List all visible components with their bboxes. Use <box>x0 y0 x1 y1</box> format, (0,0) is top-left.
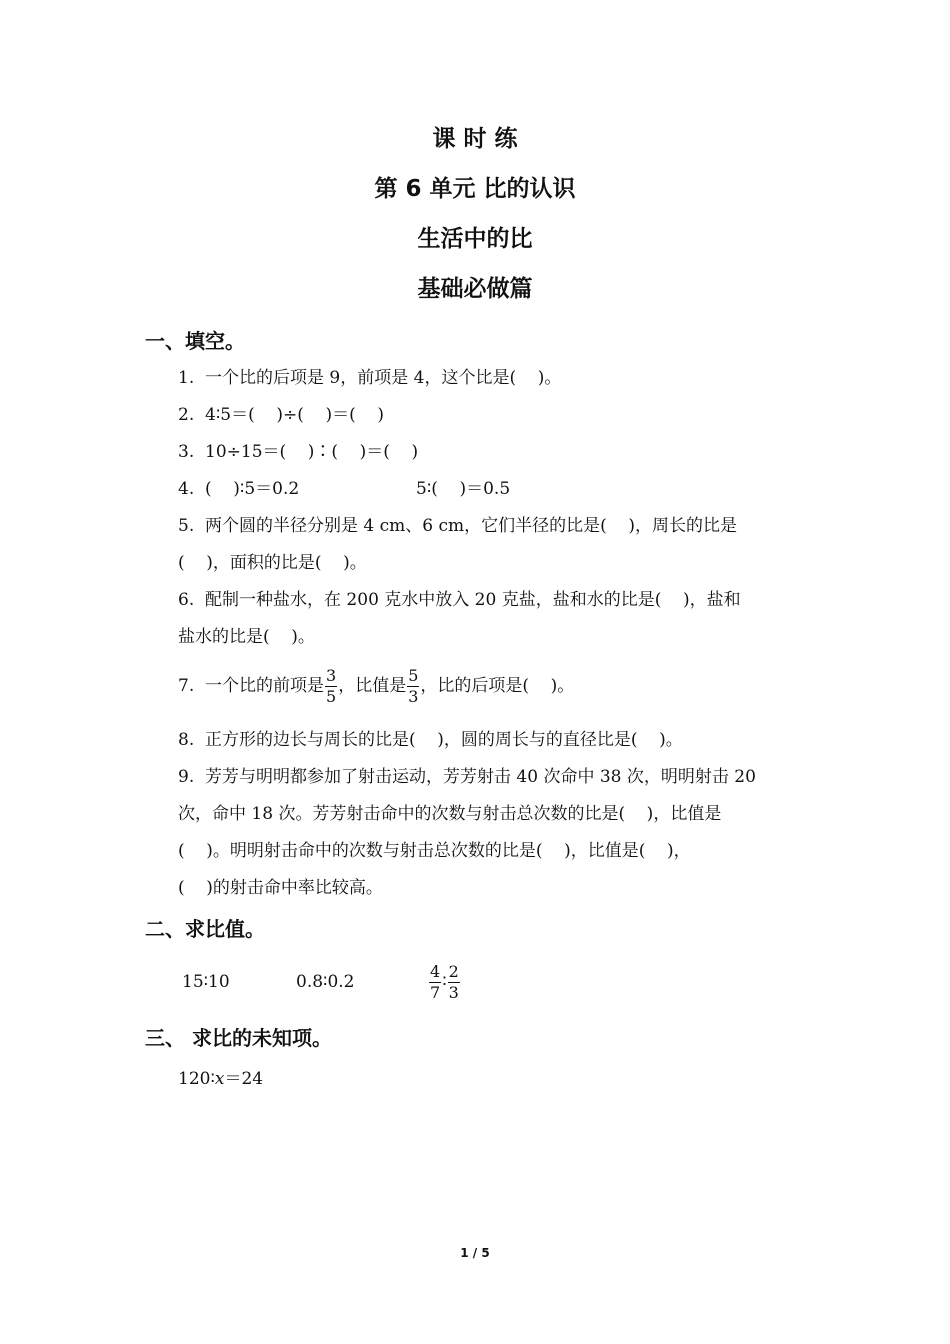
question-9-line-1: 9. 芳芳与明明都参加了射击运动，芳芳射击 40 次命中 38 次，明明射击 20 <box>178 767 756 787</box>
fraction-five-thirds <box>407 666 419 707</box>
question-9-line-3: ( )。明明射击命中的次数与射击总次数的比是( )，比值是( )， <box>178 841 691 861</box>
question-5-line-2: ( )，面积的比是( )。 <box>178 553 367 573</box>
section-2-heading: 二、求比值。 <box>145 917 265 941</box>
fraction-two-thirds <box>448 962 460 1003</box>
question-6-line-2: 盐水的比是( )。 <box>178 627 315 647</box>
question-8: 8. 正方形的边长与周长的比是( )，圆的周长与的直径比是( )。 <box>178 730 683 750</box>
fraction-denominator: 3 <box>448 983 459 1002</box>
fraction-denominator: 7 <box>430 983 441 1002</box>
fraction-numerator: 2 <box>448 962 459 981</box>
fraction-numerator: 5 <box>408 666 419 685</box>
ratio-expression-2: 0.8∶0.2 <box>296 972 355 992</box>
question-7-prefix: 7. 一个比的前项是 <box>178 676 325 696</box>
section-3-heading: 三、 求比的未知项。 <box>145 1026 332 1050</box>
section-1-heading: 一、填空。 <box>145 329 245 353</box>
ratio-colon: ∶ <box>442 972 447 992</box>
unknown-term-equation <box>178 1067 263 1091</box>
ratio-expression-1: 15∶10 <box>182 972 230 992</box>
unit-title: 第 6 单元 比的认识 <box>374 176 576 202</box>
fraction-numerator: 3 <box>326 666 337 685</box>
question-4-part-a: 4. ( )∶5＝0.2 <box>178 479 300 499</box>
question-7-suffix: ，比的后项是( )。 <box>420 676 575 696</box>
question-6-line-1: 6. 配制一种盐水，在 200 克水中放入 20 克盐，盐和水的比是( )，盐和 <box>178 590 741 610</box>
fraction-denominator: 5 <box>326 687 337 706</box>
question-9-line-4: ( )的射击命中率比较高。 <box>178 878 383 898</box>
fraction-numerator: 4 <box>430 962 441 981</box>
doc-title: 课 时 练 <box>432 126 518 152</box>
question-7-middle: ，比值是 <box>338 676 407 696</box>
question-5-line-1: 5. 两个圆的半径分别是 4 cm、6 cm，它们半径的比是( )，周长的比是 <box>178 516 738 536</box>
lesson-title: 生活中的比 <box>417 226 533 252</box>
level-title: 基础必做篇 <box>417 276 533 302</box>
question-4-part-b: 5∶( )＝0.5 <box>416 479 511 499</box>
fraction-denominator: 3 <box>408 687 419 706</box>
question-3: 3. 10÷15＝( )∶( )＝( ) <box>178 442 419 462</box>
equation-prefix: 120∶ <box>178 1069 215 1089</box>
equation-variable: x <box>214 1069 225 1089</box>
ratio-expression-3 <box>428 958 461 1006</box>
question-1: 1. 一个比的后项是 9，前项是 4，这个比是( )。 <box>178 368 562 388</box>
question-2: 2. 4∶5＝( )÷( )＝( ) <box>178 405 384 425</box>
question-9-line-2: 次，命中 18 次。芳芳射击命中的次数与射击总次数的比是( )，比值是 <box>178 804 722 824</box>
question-7 <box>178 662 574 710</box>
fraction-four-sevenths <box>429 962 441 1003</box>
page-number: 1 / 5 <box>460 1246 490 1260</box>
equation-suffix: ＝24 <box>224 1069 264 1089</box>
fraction-three-fifths <box>325 666 337 707</box>
